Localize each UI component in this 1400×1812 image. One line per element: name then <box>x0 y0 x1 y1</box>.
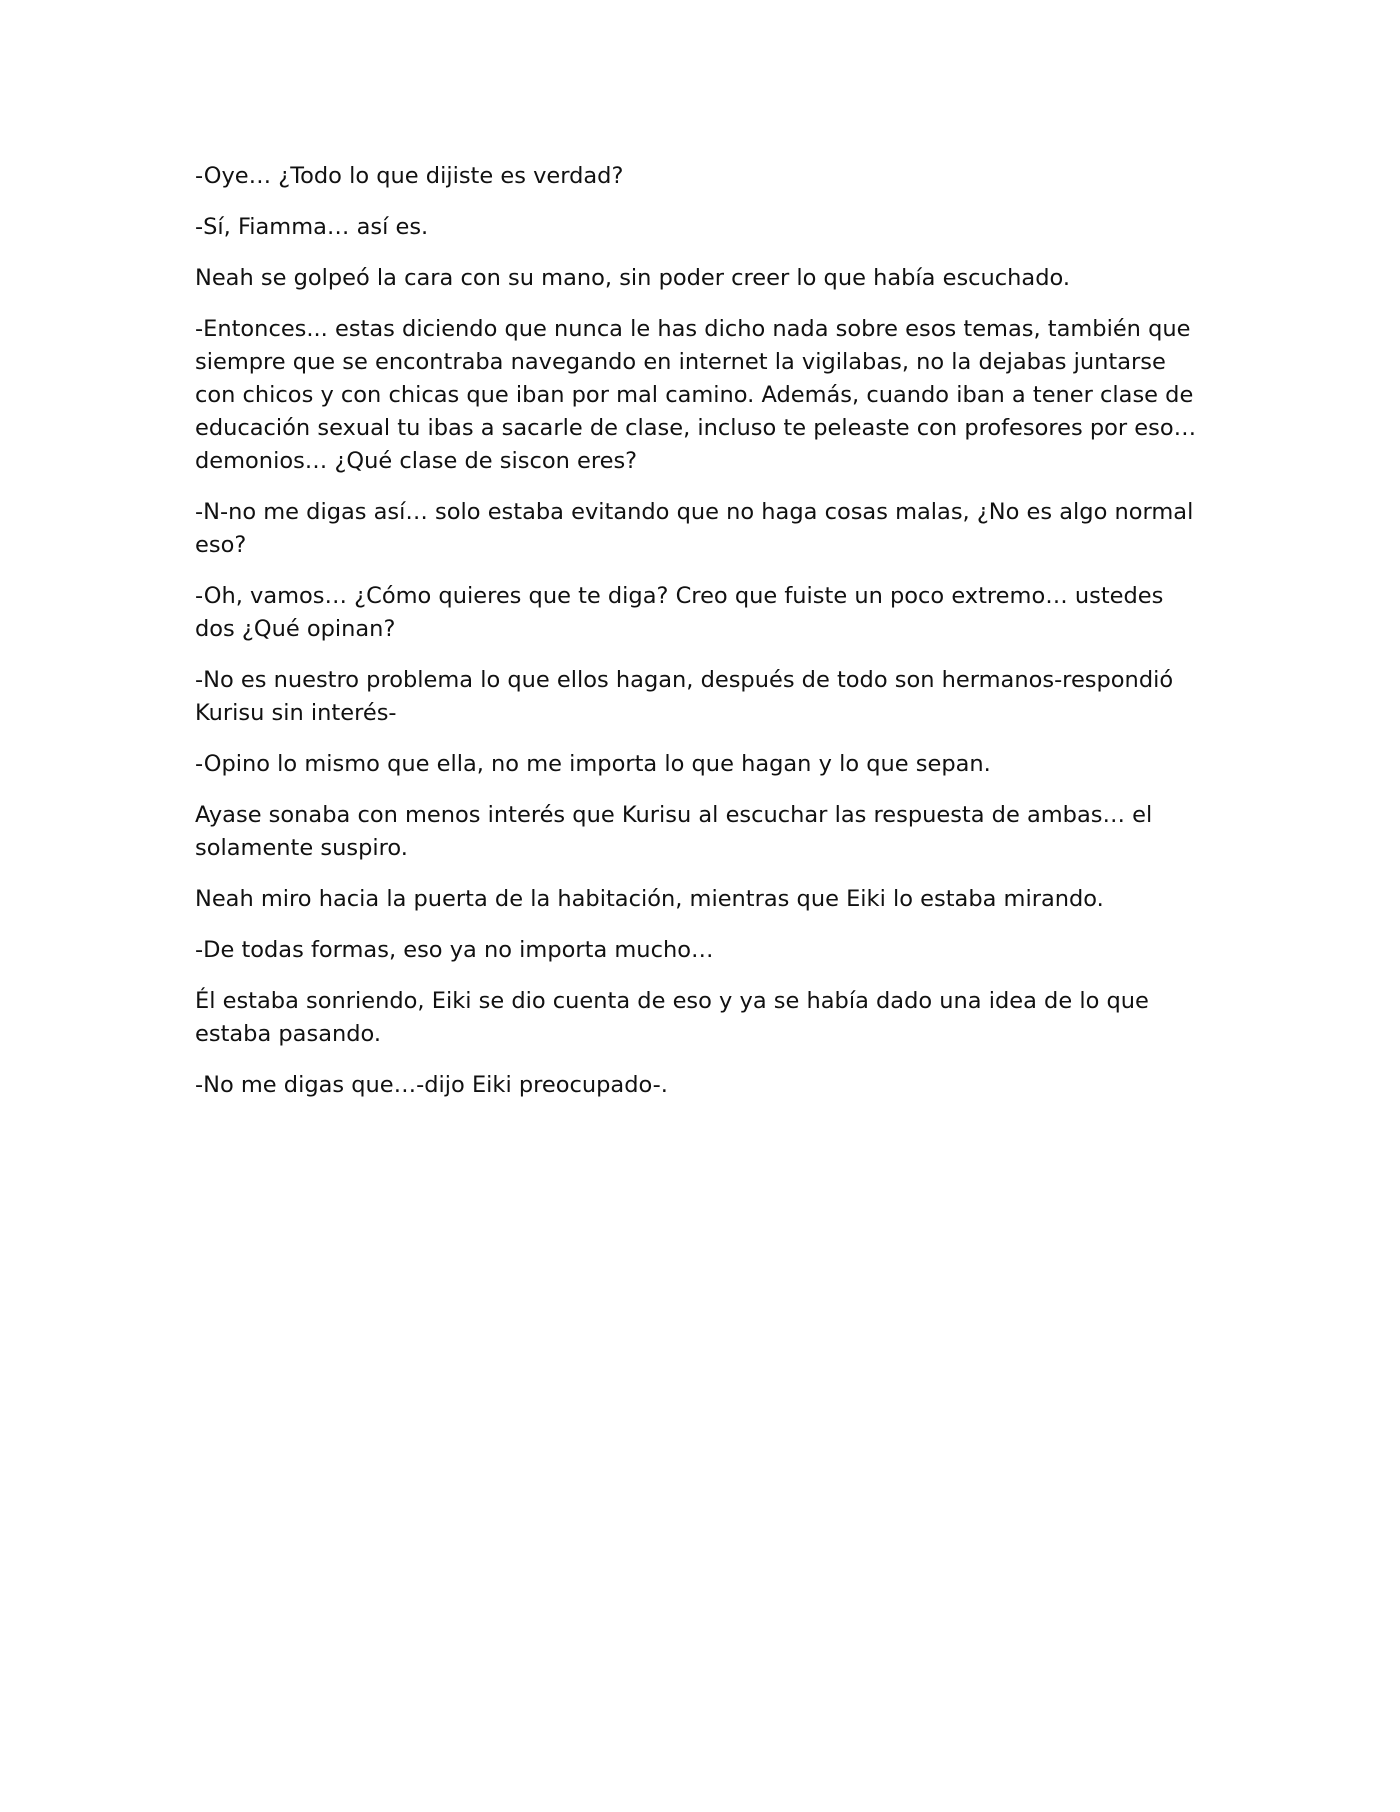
paragraph: -Opino lo mismo que ella, no me importa lo que hagan y lo que sepan. <box>195 751 991 777</box>
paragraph: -De todas formas, eso ya no importa mucho… <box>195 937 714 963</box>
paragraph: -No me digas que…-dijo Eiki preocupado-. <box>195 1072 668 1098</box>
paragraph: Neah se golpeó la cara con su mano, sin poder creer lo que había escuchado. <box>195 265 1071 291</box>
paragraph: -Oh, vamos… ¿Cómo quieres que te diga? Creo que fuiste un poco extremo… ustedes dos ¿Qué opinan? <box>195 583 1164 642</box>
paragraph: Él estaba sonriendo, Eiki se dio cuenta de eso y ya se había dado una idea de lo que estaba pasando. <box>195 988 1149 1047</box>
document-body <box>195 160 1205 1120</box>
paragraph: -Oye… ¿Todo lo que dijiste es verdad? <box>195 163 624 189</box>
paragraph: -N-no me digas así… solo estaba evitando que no haga cosas malas, ¿No es algo normal eso? <box>195 499 1194 558</box>
paragraph: Ayase sonaba con menos interés que Kurisu al escuchar las respuesta de ambas… el solamente suspiro. <box>195 802 1153 861</box>
paragraph: -No es nuestro problema lo que ellos hagan, después de todo son hermanos-respondió Kurisu sin interés- <box>195 667 1174 726</box>
paragraph: -Entonces... estas diciendo que nunca le has dicho nada sobre esos temas, también que siempre que se encontraba navegando en internet la vigilabas, no la dejabas juntarse con chicos y con chicas que iban por mal camino. Además, cuando iban a tener clase de educación sexual tu ibas a sacarle de clase, incluso te peleaste con profesores por eso… demonios… ¿Qué clase de siscon eres? <box>195 316 1197 474</box>
paragraph: Neah miro hacia la puerta de la habitación, mientras que Eiki lo estaba mirando. <box>195 886 1104 912</box>
paragraph: -Sí, Fiamma… así es. <box>195 214 429 240</box>
